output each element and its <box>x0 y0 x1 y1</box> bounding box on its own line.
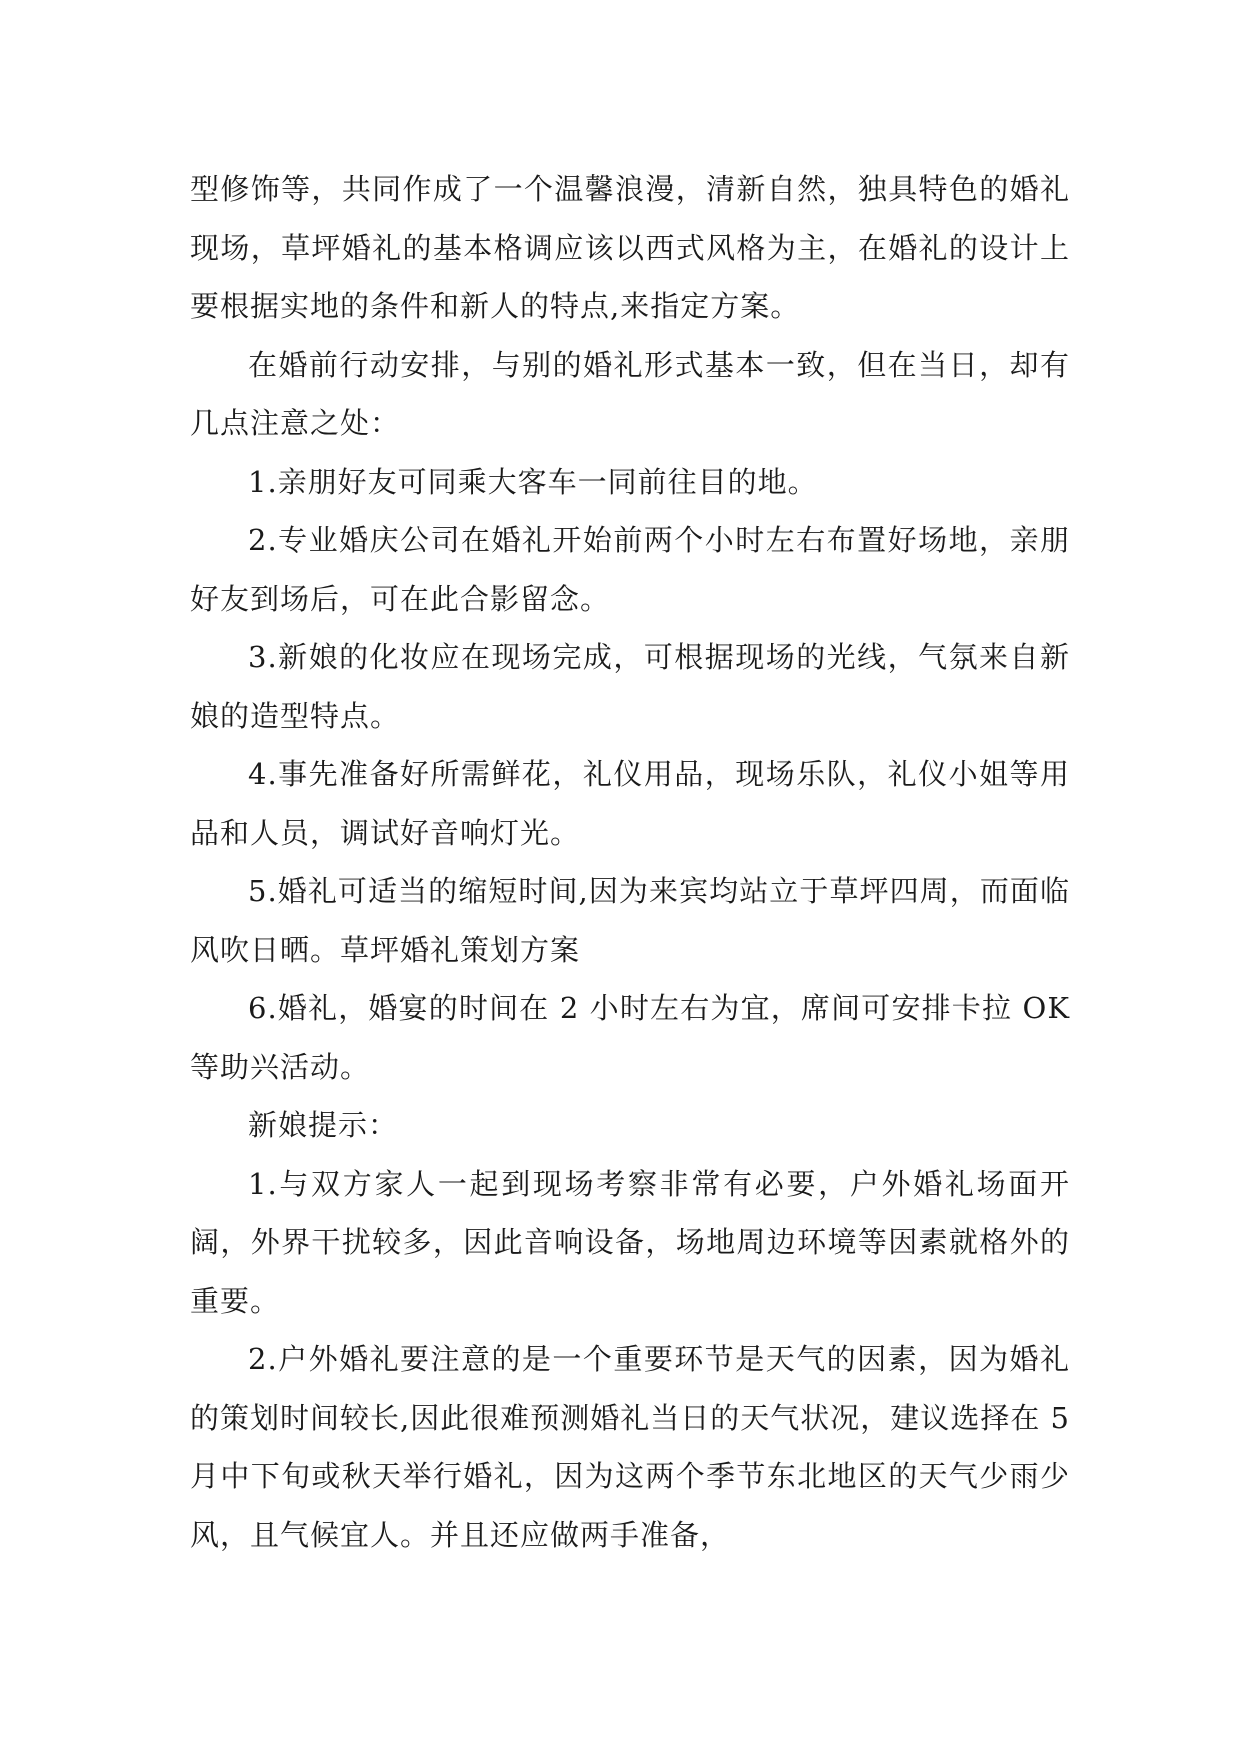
paragraph-intro: 在婚前行动安排，与别的婚礼形式基本一致，但在当日，却有几点注意之处： <box>190 347 1070 440</box>
list-item-1: 1.亲朋好友可同乘大客车一同前往目的地。 <box>248 464 818 499</box>
paragraph-continuation: 型修饰等，共同作成了一个温馨浪漫，清新自然，独具特色的婚礼现场，草坪婚礼的基本格调应该以西式风格为主，在婚礼的设计上要根据实地的条件和新人的特点,来指定方案。 <box>190 172 1070 323</box>
tip-item-2: 2.户外婚礼要注意的是一个重要环节是天气的因素，因为婚礼的策划时间较长,因此很难预测婚礼当日的天气状况，建议选择在 5 月中下旬或秋天举行婚礼，因为这两个季节东北地区的天气少雨少风，且气候宜人。并且还应做两手准备， <box>190 1342 1070 1552</box>
list-item-2: 2.专业婚庆公司在婚礼开始前两个小时左右布置好场地，亲朋好友到场后，可在此合影留念。 <box>190 523 1070 616</box>
section-heading-bride-tips: 新娘提示： <box>248 1108 399 1142</box>
tip-item-1: 1.与双方家人一起到现场考察非常有必要，户外婚礼场面开阔，外界干扰较多，因此音响设备，场地周边环境等因素就格外的重要。 <box>190 1166 1070 1318</box>
list-item-4: 4.事先准备好所需鲜花，礼仪用品，现场乐队，礼仪小姐等用品和人员，调试好音响灯光。 <box>190 757 1070 850</box>
list-item-6: 6.婚礼，婚宴的时间在 2 小时左右为宜，席间可安排卡拉 OK 等助兴活动。 <box>190 991 1070 1084</box>
list-item-5: 5.婚礼可适当的缩短时间,因为来宾均站立于草坪四周，而面临风吹日晒。草坪婚礼策划方案 <box>190 874 1070 967</box>
list-item-3: 3.新娘的化妆应在现场完成，可根据现场的光线，气氛来自新娘的造型特点。 <box>190 640 1070 733</box>
document-page <box>190 160 1070 1564</box>
